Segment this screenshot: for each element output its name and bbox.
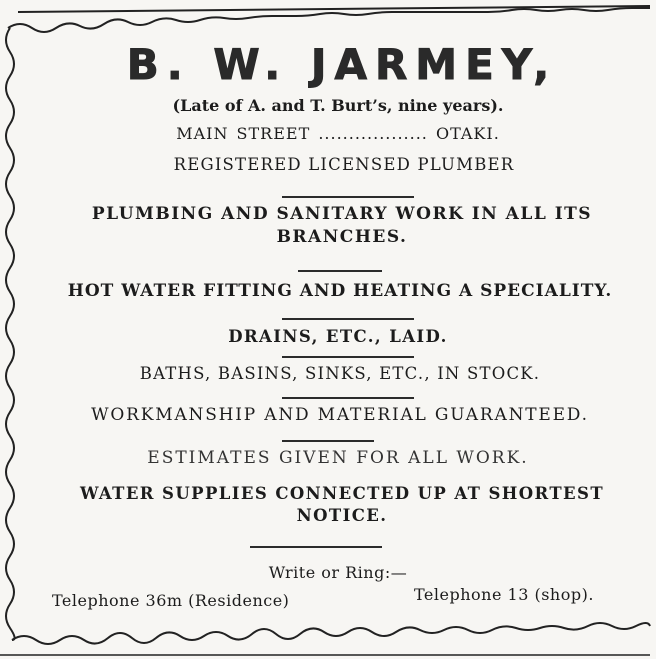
divider bbox=[282, 356, 414, 358]
trade-line: REGISTERED LICENSED PLUMBER bbox=[173, 155, 515, 174]
service-baths: BATHS, BASINS, SINKS, ETC., IN STOCK. bbox=[139, 364, 541, 383]
service-estimates: ESTIMATES GIVEN FOR ALL WORK. bbox=[147, 448, 529, 468]
divider bbox=[282, 318, 414, 320]
service-plumbing-line-1: PLUMBING AND SANITARY WORK IN ALL ITS bbox=[91, 204, 593, 224]
telephone-residence: Telephone 36m (Residence) bbox=[52, 591, 290, 610]
divider bbox=[298, 270, 382, 272]
divider bbox=[282, 196, 414, 198]
telephone-shop: Telephone 13 (shop). bbox=[414, 585, 594, 604]
service-water-line-2: NOTICE. bbox=[296, 506, 388, 525]
previous-employer: (Late of A. and T. Burt’s, nine years). bbox=[172, 96, 504, 115]
bottom-wavy-line bbox=[12, 623, 650, 644]
contact-prompt: Write or Ring:— bbox=[268, 563, 408, 582]
divider bbox=[250, 546, 382, 548]
address: MAIN STREET .................. OTAKI. bbox=[176, 124, 500, 143]
service-plumbing-line-2: BRANCHES. bbox=[276, 227, 408, 247]
divider bbox=[282, 397, 414, 399]
business-name: B. W. JARMEY, bbox=[126, 40, 558, 89]
divider bbox=[282, 440, 374, 442]
service-plumbing bbox=[14, 203, 656, 249]
service-water-supplies bbox=[14, 483, 656, 527]
service-drains: DRAINS, ETC., LAID. bbox=[228, 327, 448, 346]
service-guarantee: WORKMANSHIP AND MATERIAL GUARANTEED. bbox=[91, 405, 589, 425]
service-hot-water: HOT WATER FITTING AND HEATING A SPECIALITY. bbox=[67, 281, 613, 301]
service-water-line-1: WATER SUPPLIES CONNECTED UP AT SHORTEST bbox=[79, 484, 605, 503]
